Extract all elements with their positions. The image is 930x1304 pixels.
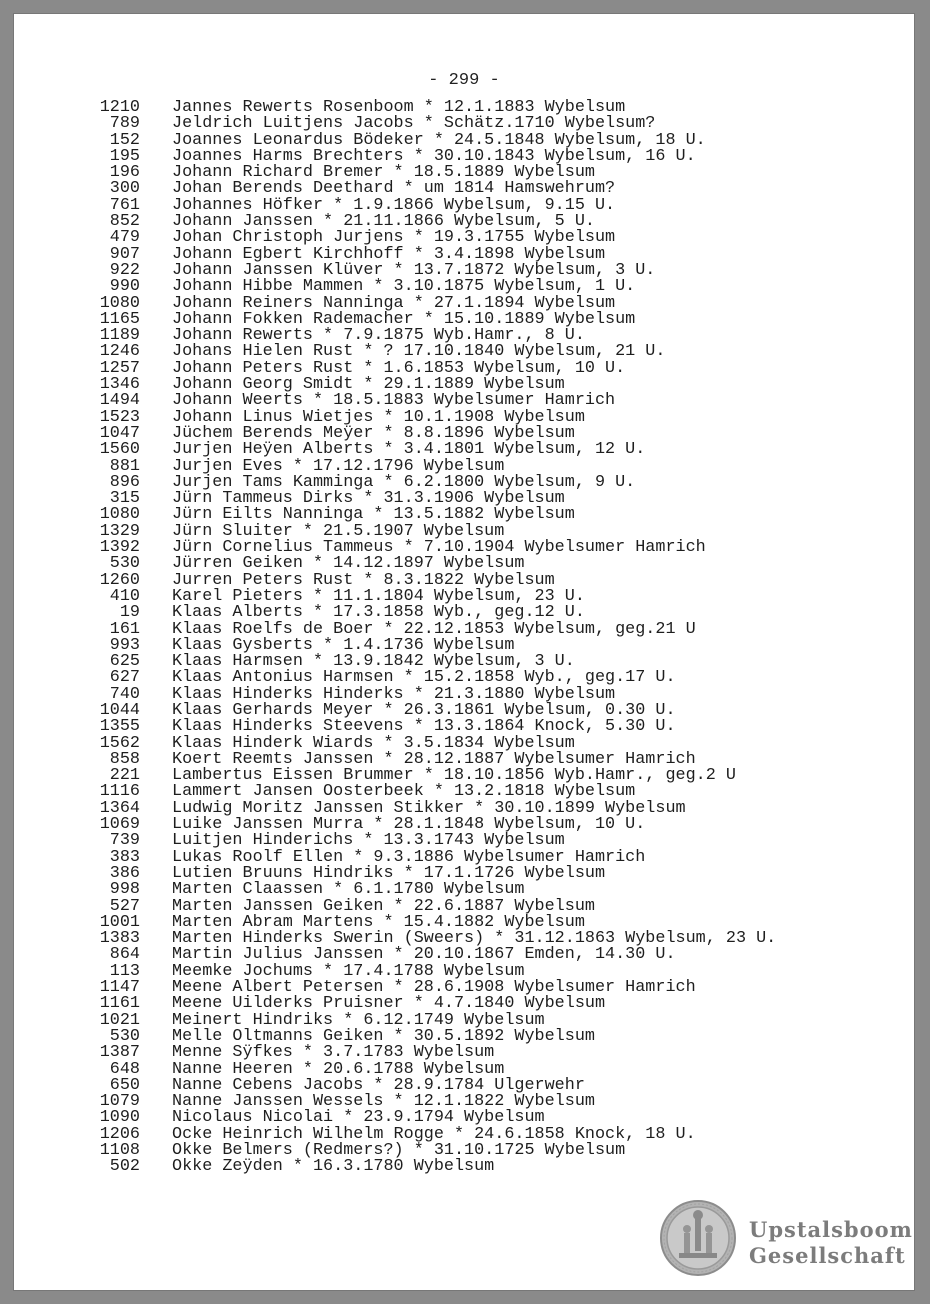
entry-text: Jürn Sluiter * 21.5.1907 Wybelsum [172, 521, 505, 541]
entry-number: 530 [109, 1026, 140, 1046]
entry-number: 1560 [99, 440, 140, 460]
entry-text: Johans Hielen Rust * ? 17.10.1840 Wybelsum, 21 U. [172, 342, 666, 362]
entry-text: Lukas Roolf Ellen * 9.3.1886 Wybelsumer Hamrich [172, 847, 646, 867]
entry-number: 648 [109, 1059, 140, 1079]
entry-text: Koert Reemts Janssen * 28.12.1887 Wybelsumer Hamrich [172, 749, 696, 769]
entry-number: 196 [109, 163, 140, 183]
entry-text: Jurjen Tams Kamminga * 6.2.1800 Wybelsum, 9 U. [172, 472, 636, 492]
entry-text: Menne Sÿfkes * 3.7.1783 Wybelsum [172, 1043, 495, 1063]
entry-text: Johann Weerts * 18.5.1883 Wybelsumer Hamrich [172, 391, 616, 411]
entry-number: 852 [109, 212, 140, 232]
entry-number: 1147 [99, 978, 140, 998]
entry-text: Jüchem Berends Meÿer * 8.8.1896 Wybelsum [172, 423, 575, 443]
entry-number: 410 [109, 586, 140, 606]
entry-number: 1080 [99, 293, 140, 313]
entry-text: Jannes Rewerts Rosenboom * 12.1.1883 Wybelsum [172, 98, 626, 117]
entry-number: 221 [109, 766, 140, 786]
entry-text: Jürn Tammeus Dirks * 31.3.1906 Wybelsum [172, 489, 565, 509]
entry-number: 315 [109, 489, 140, 509]
entry-text: Meene Albert Petersen * 28.6.1908 Wybelsumer Hamrich [172, 978, 696, 998]
entry-text: Lambertus Eissen Brummer * 18.10.1856 Wyb.Hamr., geg.2 U [172, 766, 736, 786]
entry-number: 383 [109, 847, 140, 867]
entry-text: Klaas Hinderk Wiards * 3.5.1834 Wybelsum [172, 733, 575, 753]
entry-text: Marten Hinderks Swerin (Sweers) * 31.12.1863 Wybelsum, 23 U. [172, 929, 777, 949]
entry-text: Klaas Hinderks Hinderks * 21.3.1880 Wybelsum [172, 684, 616, 704]
entry-text: Klaas Hinderks Steevens * 13.3.1864 Knock, 5.30 U. [172, 717, 676, 737]
entry-number: 739 [109, 831, 140, 851]
brand-line-1: Upstalsboom [749, 1217, 913, 1242]
entry-number: 1260 [99, 570, 140, 590]
entry-number: 152 [109, 130, 140, 150]
entry-text: Johan Berends Deethard * um 1814 Hamswehrum? [172, 179, 616, 199]
entry-text: Nicolaus Nicolai * 23.9.1794 Wybelsum [172, 1108, 545, 1128]
entry-number: 993 [109, 635, 140, 655]
entry-number: 527 [109, 896, 140, 916]
entry-text: Meemke Jochums * 17.4.1788 Wybelsum [172, 961, 525, 981]
entry-text: Johann Richard Bremer * 18.5.1889 Wybelsum [172, 163, 595, 183]
entry-text: Jurren Peters Rust * 8.3.1822 Wybelsum [172, 570, 555, 590]
entry-number: 1257 [99, 358, 140, 378]
entry-text: Nanne Janssen Wessels * 12.1.1822 Wybelsum [172, 1092, 595, 1112]
entry-number: 1364 [99, 798, 140, 818]
entry-text: Meene Uilderks Pruisner * 4.7.1840 Wybelsum [172, 994, 606, 1014]
entry-text: Klaas Gysberts * 1.4.1736 Wybelsum [172, 635, 515, 655]
entry-text: Jurjen Eves * 17.12.1796 Wybelsum [172, 456, 505, 476]
entry-text: Marten Claassen * 6.1.1780 Wybelsum [172, 880, 525, 900]
entry-text: Johann Linus Wietjes * 10.1.1908 Wybelsum [172, 407, 585, 427]
entry-text: Klaas Harmsen * 13.9.1842 Wybelsum, 3 U. [172, 652, 575, 672]
entry-text: Joannes Harms Brechters * 30.10.1843 Wybelsum, 16 U. [172, 146, 696, 166]
entry-number: 1387 [99, 1043, 140, 1063]
entry-number: 1329 [99, 521, 140, 541]
entry-number: 1165 [99, 309, 140, 329]
entry-number: 896 [109, 472, 140, 492]
entry-number: 1108 [99, 1141, 140, 1160]
entry-text: Marten Janssen Geiken * 22.6.1887 Wybelsum [172, 896, 595, 916]
entry-number: 1090 [99, 1108, 140, 1128]
entry-text: Johann Egbert Kirchhoff * 3.4.1898 Wybelsum [172, 244, 606, 264]
entry-text: Okke Belmers (Redmers?) * 31.10.1725 Wybelsum [172, 1141, 626, 1160]
entry-text: Jürn Cornelius Tammeus * 7.10.1904 Wybelsumer Hamrich [172, 538, 706, 558]
entry-text: Martin Julius Janssen * 20.10.1867 Emden, 14.30 U. [172, 945, 676, 965]
brand-logo [749, 1217, 913, 1269]
entry-text: Nanne Cebens Jacobs * 28.9.1784 Ulgerwehr [172, 1075, 585, 1095]
entry-number: 113 [109, 961, 140, 981]
entry-text: Jurjen Heÿen Alberts * 3.4.1801 Wybelsum, 12 U. [172, 440, 646, 460]
entry-number: 300 [109, 179, 140, 199]
entry-text: Jeldrich Luitjens Jacobs * Schätz.1710 Wybelsum? [172, 114, 656, 134]
page-number: - 299 - [428, 71, 500, 90]
entry-number: 1346 [99, 375, 140, 395]
entry-number: 1001 [99, 912, 140, 932]
entry-text: Karel Pieters * 11.1.1804 Wybelsum, 23 U. [172, 586, 585, 606]
entry-text: Klaas Antonius Harmsen * 15.2.1858 Wyb., geg.17 U. [172, 668, 676, 688]
entry-number: 161 [109, 619, 140, 639]
upstalsboom-seal-icon [659, 1199, 737, 1277]
entry-number: 1246 [99, 342, 140, 362]
entry-number: 881 [109, 456, 140, 476]
entry-text: Nanne Heeren * 20.6.1788 Wybelsum [172, 1059, 505, 1079]
entry-number: 789 [109, 114, 140, 134]
entry-number: 1392 [99, 538, 140, 558]
entry-number: 530 [109, 554, 140, 574]
entry-text: Luitjen Hinderichs * 13.3.1743 Wybelsum [172, 831, 565, 851]
entry-text: Johann Hibbe Mammen * 3.10.1875 Wybelsum, 1 U. [172, 277, 636, 297]
entry-number: 625 [109, 652, 140, 672]
entry-text: Jürren Geiken * 14.12.1897 Wybelsum [172, 554, 525, 574]
entry-number: 1079 [99, 1092, 140, 1112]
entry-number: 1494 [99, 391, 140, 411]
entry-number: 1047 [99, 423, 140, 443]
entry-number: 922 [109, 260, 140, 280]
entry-number: 1355 [99, 717, 140, 737]
entry-text: Joannes Leonardus Bödeker * 24.5.1848 Wybelsum, 18 U. [172, 130, 706, 150]
entry-text: Ludwig Moritz Janssen Stikker * 30.10.1899 Wybelsum [172, 798, 686, 818]
entry-text: Johan Christoph Jurjens * 19.3.1755 Wybelsum [172, 228, 616, 248]
entry-text: Lammert Jansen Oosterbeek * 13.2.1818 Wybelsum [172, 782, 636, 802]
entry-number: 1383 [99, 929, 140, 949]
entry-number: 1523 [99, 407, 140, 427]
entry-number: 761 [109, 195, 140, 215]
entry-text: Meinert Hindriks * 6.12.1749 Wybelsum [172, 1010, 545, 1030]
entry-number: 1044 [99, 700, 140, 720]
entry-number: 502 [109, 1157, 140, 1177]
entry-text: Lutien Bruuns Hindriks * 17.1.1726 Wybelsum [172, 863, 606, 883]
entry-number: 1069 [99, 815, 140, 835]
entry-text: Johann Peters Rust * 1.6.1853 Wybelsum, 10 U. [172, 358, 626, 378]
entry-number: 907 [109, 244, 140, 264]
entry-text: Johann Janssen Klüver * 13.7.1872 Wybelsum, 3 U. [172, 260, 656, 280]
entry-text: Klaas Roelfs de Boer * 22.12.1853 Wybelsum, geg.21 U [172, 619, 696, 639]
entry-number: 1116 [99, 782, 140, 802]
entry-text: Okke Zeÿden * 16.3.1780 Wybelsum [172, 1157, 495, 1177]
entry-text: Klaas Alberts * 17.3.1858 Wyb., geg.12 U. [172, 603, 585, 623]
entry-number: 1210 [99, 98, 140, 117]
document-page [14, 14, 914, 1290]
entry-text: Ocke Heinrich Wilhelm Rogge * 24.6.1858 Knock, 18 U. [172, 1124, 696, 1144]
entry-number: 19 [119, 603, 140, 623]
entry-number: 195 [109, 146, 140, 166]
list-item [80, 1159, 880, 1175]
entry-text: Johann Janssen * 21.11.1866 Wybelsum, 5 U. [172, 212, 595, 232]
entry-number: 1189 [99, 326, 140, 346]
entry-number: 1206 [99, 1124, 140, 1144]
entry-number: 1562 [99, 733, 140, 753]
entry-number: 740 [109, 684, 140, 704]
entry-text: Johannes Höfker * 1.9.1866 Wybelsum, 9.15 U. [172, 195, 616, 215]
entry-text: Melle Oltmanns Geiken * 30.5.1892 Wybelsum [172, 1026, 595, 1046]
entry-number: 479 [109, 228, 140, 248]
entry-number: 627 [109, 668, 140, 688]
entry-number: 1080 [99, 505, 140, 525]
entry-text: Johann Reiners Nanninga * 27.1.1894 Wybelsum [172, 293, 616, 313]
entry-text: Marten Abram Martens * 15.4.1882 Wybelsum [172, 912, 585, 932]
brand-line-2: Gesellschaft [749, 1243, 906, 1268]
entry-number: 998 [109, 880, 140, 900]
entry-text: Luike Janssen Murra * 28.1.1848 Wybelsum, 10 U. [172, 815, 646, 835]
entry-number: 864 [109, 945, 140, 965]
entry-text: Johann Fokken Rademacher * 15.10.1889 Wybelsum [172, 309, 636, 329]
entry-number: 650 [109, 1075, 140, 1095]
entry-number: 990 [109, 277, 140, 297]
entry-list [80, 100, 880, 1176]
entry-text: Johann Georg Smidt * 29.1.1889 Wybelsum [172, 375, 565, 395]
entry-number: 1161 [99, 994, 140, 1014]
entry-number: 386 [109, 863, 140, 883]
entry-text: Jürn Eilts Nanninga * 13.5.1882 Wybelsum [172, 505, 575, 525]
entry-text: Klaas Gerhards Meyer * 26.3.1861 Wybelsum, 0.30 U. [172, 700, 676, 720]
entry-number: 858 [109, 749, 140, 769]
entry-text: Johann Rewerts * 7.9.1875 Wyb.Hamr., 8 U. [172, 326, 585, 346]
entry-number: 1021 [99, 1010, 140, 1030]
